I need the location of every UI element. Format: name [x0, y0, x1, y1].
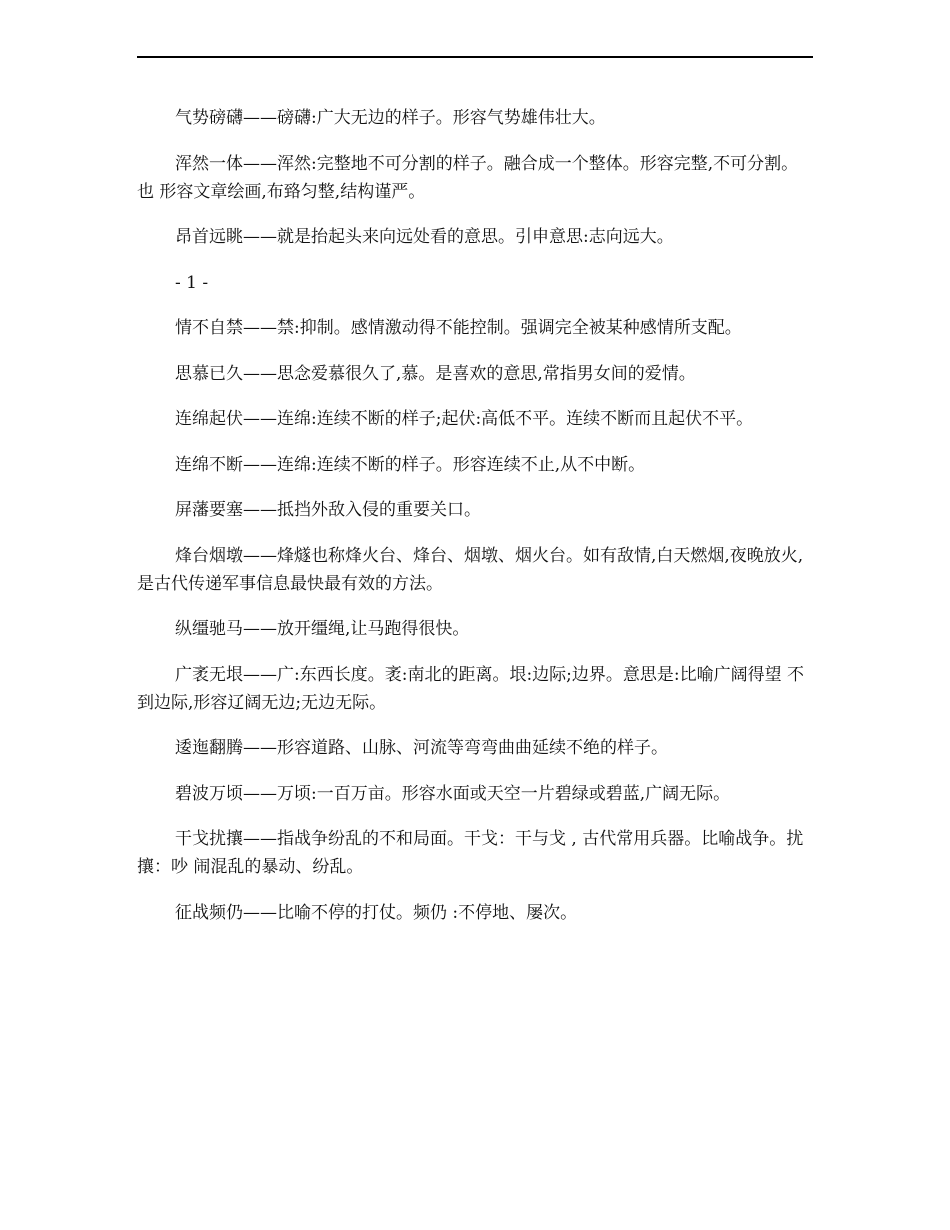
entry-paragraph: 碧波万顷——万顷:一百万亩。形容水面或天空一片碧绿或碧蓝,广阔无际。: [175, 783, 731, 804]
header-rule: [137, 56, 813, 58]
entry-paragraph: 干戈扰攘——指战争纷乱的不和局面。干戈：干与戈 , 古代常用兵器。比喻战争。扰攘：吵 闹混乱的暴动、纷乱。: [137, 829, 804, 877]
entry-paragraph: 逶迤翻腾——形容道路、山脉、河流等弯弯曲曲延续不绝的样子。: [175, 738, 668, 758]
entry-paragraph: 连绵起伏——连绵:连续不断的样子;起伏:高低不平。连续不断而且起伏不平。: [175, 409, 754, 429]
entry-paragraph: 连绵不断——连绵:连续不断的样子。形容连续不止,从不中断。: [175, 454, 646, 475]
document-body: [137, 104, 813, 944]
page-number: - 1 -: [175, 272, 209, 293]
entry-paragraph: 思慕已久——思念爱慕很久了,慕。是喜欢的意思,常指男女间的爱情。: [175, 363, 696, 384]
entry-paragraph: 征战频仍——比喻不停的打仗。频仍 :不停地、屡次。: [175, 902, 578, 923]
entry-paragraph: 昂首远眺——就是抬起头来向远处看的意思。引申意思:志向远大。: [175, 227, 674, 247]
entry-paragraph: 情不自禁——禁:抑制。感情激动得不能控制。强调完全被某种感情所支配。: [175, 318, 742, 338]
entry-paragraph: 纵缰驰马——放开缰绳,让马跑得很快。: [175, 619, 470, 639]
entry-paragraph: 浑然一体——浑然:完整地不可分割的样子。融合成一个整体。形容完整,不可分割。也 形容文章绘画,布臵匀整,结构谨严。: [137, 153, 799, 202]
entry-paragraph: 屏藩要塞——抵挡外敌入侵的重要关口。: [175, 500, 481, 520]
entry-paragraph: 广袤无垠——广:东西长度。袤:南北的距离。垠:边际;边界。意思是:比喻广阔得望 不到边际,形容辽阔无边;无边无际。: [137, 664, 805, 713]
entry-paragraph: 烽台烟墩——烽燧也称烽火台、烽台、烟墩、烟火台。如有敌情,白天燃烟,夜晚放火, 是古代传递军事信息最快最有效的方法。: [137, 545, 804, 594]
entry-paragraph: 气势磅礴——磅礴:广大无边的样子。形容气势雄伟壮大。: [175, 108, 606, 128]
